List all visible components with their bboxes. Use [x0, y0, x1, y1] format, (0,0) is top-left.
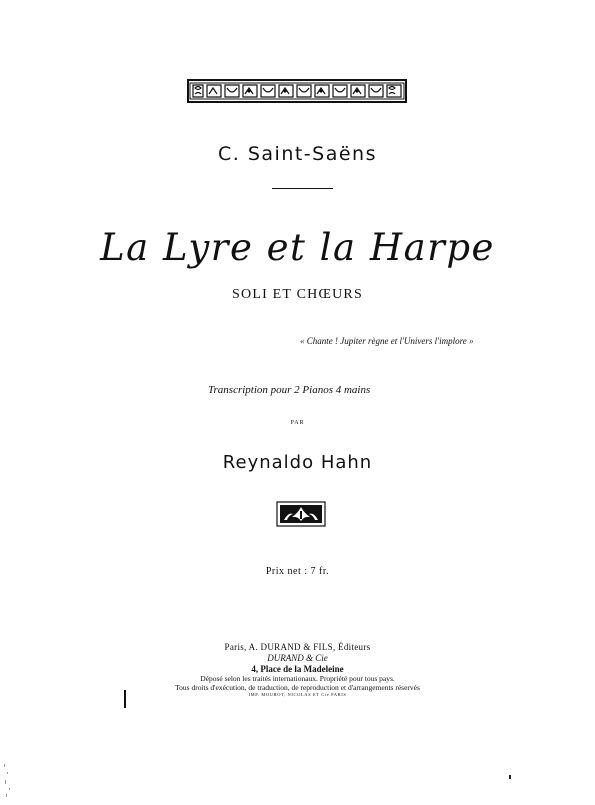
publisher-block: [0, 642, 595, 698]
scan-edge-noise: [2, 760, 18, 800]
copyright-notice: Déposé selon les traités internationaux. Propriété pour tous pays.: [200, 674, 395, 684]
margin-mark: [124, 690, 126, 708]
work-title: La Lyre et la Harpe: [100, 226, 495, 269]
publisher-address: 4, Place de la Madeleine: [251, 663, 344, 674]
publisher-name: Paris, A. DURAND & FILS, Éditeurs: [224, 642, 371, 652]
price-label: Prix net : 7 fr.: [265, 566, 330, 577]
composer-divider: [272, 188, 333, 189]
printer-imprint: IMP. MOUROT, NICOLAS ET Cie PARIS: [248, 692, 347, 698]
rights-notice: Tous droits d'exécution, de traduction, de reproduction et d'arrangements réservés: [175, 683, 420, 693]
epigraph-quote: « Chante ! Jupiter règne et l'Univers l'implore »: [300, 336, 474, 346]
ornamental-header-band: [187, 79, 407, 103]
ornament-pattern-icon: [189, 81, 405, 101]
lyre-ornament-icon: [276, 501, 326, 527]
arranger-name: Reynaldo Hahn: [222, 452, 373, 473]
transcription-note: Transcription pour 2 Pianos 4 mains: [208, 384, 371, 396]
publisher-alt-name: DURAND & Cie: [267, 652, 328, 663]
composer-name: C. Saint-Saëns: [217, 143, 377, 165]
corner-mark: [509, 775, 511, 779]
work-subtitle: SOLI ET CHŒURS: [232, 287, 363, 302]
by-label: PAR: [290, 420, 305, 426]
